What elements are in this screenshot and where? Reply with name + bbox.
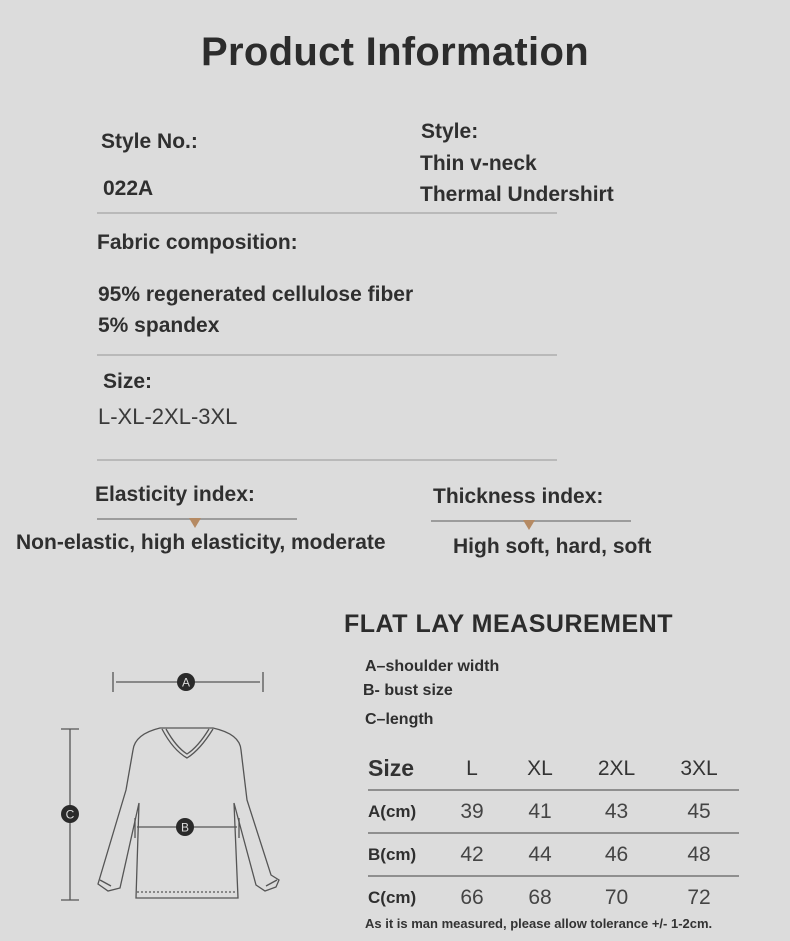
style-no-value: 022A bbox=[103, 177, 154, 200]
divider bbox=[97, 354, 557, 356]
fabric-label: Fabric composition: bbox=[97, 231, 298, 254]
table-cell: 42 bbox=[438, 833, 506, 876]
svg-text:B: B bbox=[180, 820, 190, 835]
table-header-xl: XL bbox=[527, 756, 553, 780]
table-cell: 41 bbox=[506, 790, 574, 833]
table-cell: 70 bbox=[574, 876, 659, 918]
style-value-line2: Thermal Undershirt bbox=[420, 183, 614, 206]
table-cell: 44 bbox=[506, 833, 574, 876]
table-row bbox=[368, 876, 739, 918]
legend-b: B- bust size bbox=[363, 682, 453, 699]
style-value-line1: Thin v-neck bbox=[420, 152, 537, 175]
table-header-l: L bbox=[466, 756, 478, 780]
table-row bbox=[368, 833, 739, 876]
table-header-2xl: 2XL bbox=[597, 756, 636, 780]
thickness-label: Thickness index: bbox=[433, 485, 604, 508]
svg-text:A: A bbox=[181, 675, 191, 690]
label-c-icon bbox=[61, 805, 79, 823]
divider bbox=[97, 459, 557, 461]
flat-lay-title: FLAT LAY MEASUREMENT bbox=[344, 610, 673, 638]
table-cell: 39 bbox=[438, 790, 506, 833]
page-title: Product Information bbox=[201, 30, 589, 74]
table-cell: 48 bbox=[659, 833, 739, 876]
table-header-row bbox=[368, 748, 739, 790]
elasticity-marker-icon bbox=[189, 518, 201, 528]
label-a-icon bbox=[177, 673, 195, 691]
table-header-3xl: 3XL bbox=[680, 756, 718, 780]
fabric-line1: 95% regenerated cellulose fiber bbox=[98, 283, 414, 306]
tolerance-note: As it is man measured, please allow tolerance +/- 1-2cm. bbox=[365, 916, 713, 931]
elasticity-label: Elasticity index: bbox=[95, 483, 255, 506]
fabric-line2: 5% spandex bbox=[98, 314, 220, 337]
shirt-diagram-icon bbox=[40, 650, 320, 920]
table-cell: 72 bbox=[659, 876, 739, 918]
divider bbox=[97, 212, 557, 214]
table-header-size: Size bbox=[368, 755, 415, 781]
thickness-options: High soft, hard, soft bbox=[453, 535, 652, 558]
table-cell: 46 bbox=[574, 833, 659, 876]
size-value: L-XL-2XL-3XL bbox=[98, 404, 238, 429]
legend-a: A–shoulder width bbox=[365, 658, 500, 675]
style-label: Style: bbox=[421, 120, 479, 143]
table-cell: 45 bbox=[659, 790, 739, 833]
elasticity-options: Non-elastic, high elasticity, moderate bbox=[16, 531, 386, 554]
table-cell: 68 bbox=[506, 876, 574, 918]
row-label: C(cm) bbox=[368, 876, 438, 918]
table-cell: 66 bbox=[438, 876, 506, 918]
size-label: Size: bbox=[103, 370, 153, 393]
style-no-label: Style No.: bbox=[101, 130, 198, 153]
row-label: B(cm) bbox=[368, 833, 438, 876]
legend-c: C–length bbox=[365, 711, 434, 728]
table-row bbox=[368, 790, 739, 833]
row-label: A(cm) bbox=[368, 790, 438, 833]
table-cell: 43 bbox=[574, 790, 659, 833]
label-b-icon bbox=[176, 818, 194, 836]
svg-text:C: C bbox=[65, 807, 75, 822]
thickness-marker-icon bbox=[523, 520, 535, 530]
size-table bbox=[368, 748, 739, 918]
